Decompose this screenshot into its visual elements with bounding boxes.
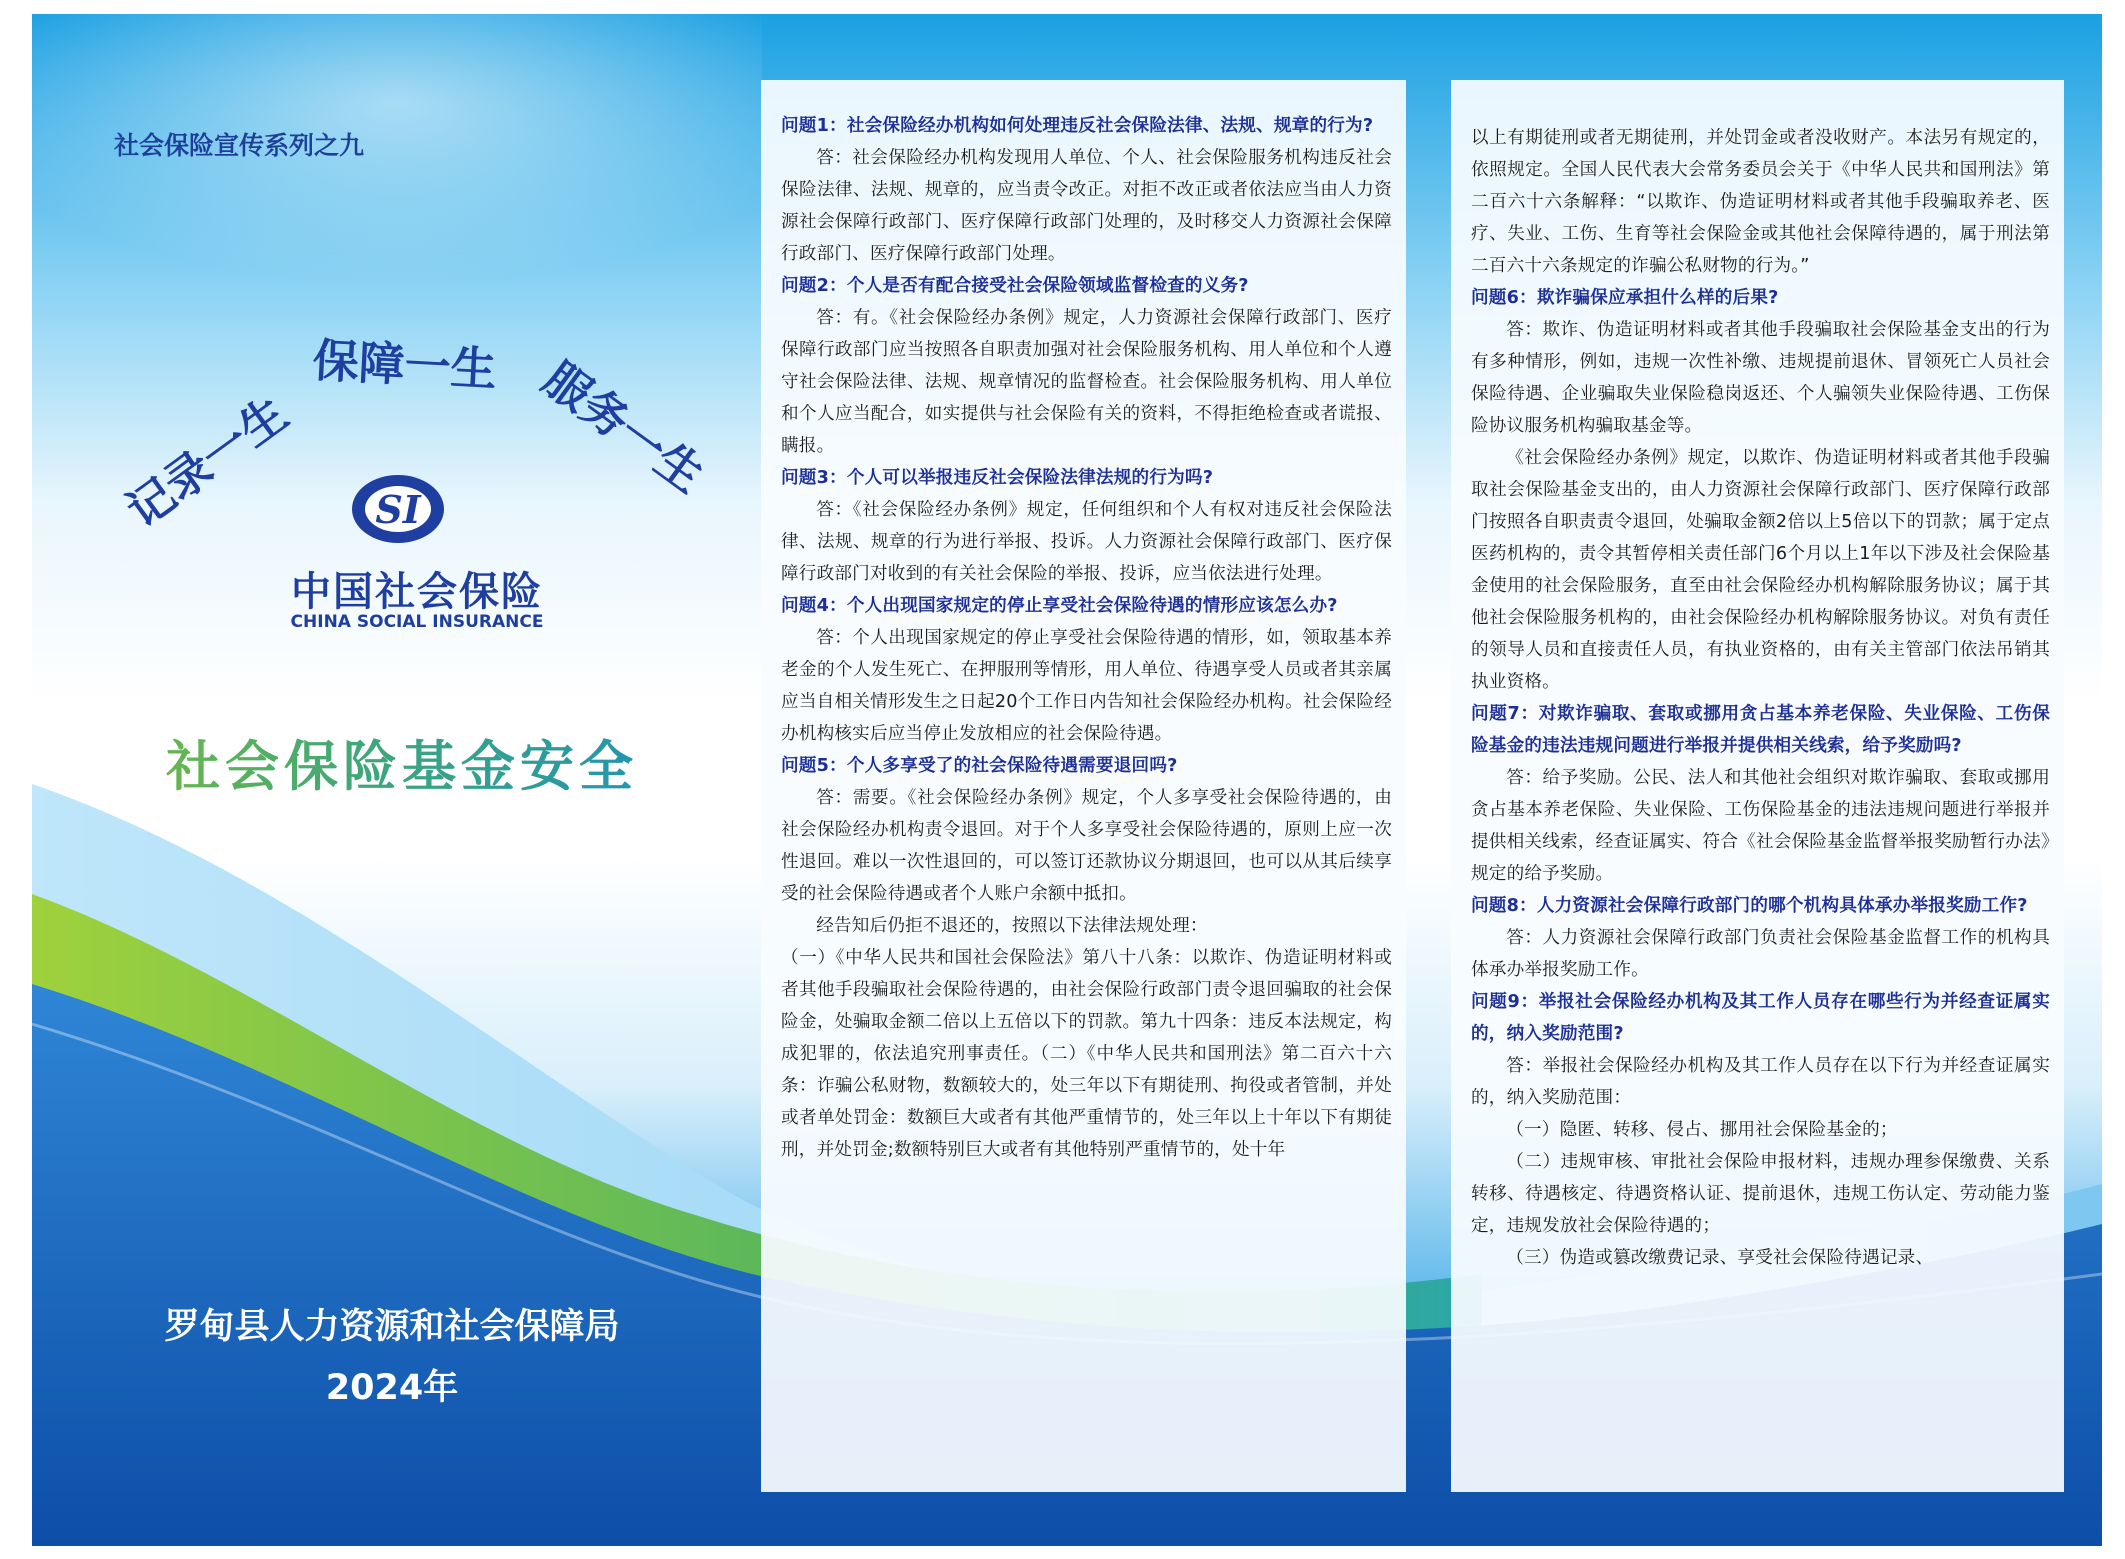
slogan-2: 保障一生 — [311, 333, 498, 397]
qa-column-1 — [761, 80, 1406, 1492]
answer-paragraph: 答：《社会保险经办条例》规定，任何组织和个人有权对违反社会保险法律、法规、规章的行为进行举报、投诉。人力资源社会保障行政部门、医疗保障行政部门对收到的有关社会保险的举报、投诉，应当依法进行处理。 — [781, 500, 1392, 584]
brochure — [32, 14, 2102, 1546]
answer-paragraph: 答：社会保险经办机构发现用人单位、个人、社会保险服务机构违反社会保险法律、法规、规章的，应当责令改正。对拒不改正或者依法应当由人力资源社会保障行政部门、医疗保障行政部门处理的，及时移交人力资源社会保障行政部门、医疗保障行政部门处理。 — [781, 148, 1392, 264]
answer-paragraph: 答：有。《社会保险经办条例》规定，人力资源社会保障行政部门、医疗保障行政部门应当按照各自职责加强对社会保险服务机构、用人单位和个人遵守社会保险法律、法规、规章情况的监督检查。社会保险服务机构、用人单位和个人应当配合，如实提供与社会保险有关的资料，不得拒绝检查或者谎报、瞒报。 — [781, 308, 1392, 456]
answer-paragraph: 答：个人出现国家规定的停止享受社会保险待遇的情形，如，领取基本养老金的个人发生死亡、在押服刑等情形，用人单位、待遇享受人员或者其亲属应当自相关情形发生之日起20个工作日内告知社会保险经办机构。社会保险经办机构核实后应当停止发放相应的社会保险待遇。 — [781, 628, 1392, 744]
answer-paragraph: （二）违规审核、审批社会保险申报材料，违规办理参保缴费、关系转移、待遇核定、待遇资格认证、提前退休，违规工伤认定、劳动能力鉴定，违规发放社会保险待遇的； — [1471, 1152, 2050, 1236]
question-heading: 问题8：人力资源社会保障行政部门的哪个机构具体承办举报奖励工作? — [1471, 896, 2028, 916]
slogan-1: 记录一生 — [116, 386, 298, 538]
cover-panel — [32, 14, 762, 1546]
slogan-3: 服务一生 — [533, 351, 715, 504]
answer-paragraph: 答：人力资源社会保障行政部门负责社会保险基金监督工作的机构具体承办举报奖励工作。 — [1471, 928, 2050, 980]
answer-paragraph: 以上有期徒刑或者无期徒刑，并处罚金或者没收财产。本法另有规定的，依照规定。全国人民代表大会常务委员会关于《中华人民共和国刑法》第二百六十六条解释：“以欺诈、伪造证明材料或者其他手段骗取养老、医疗、失业、工伤、生育等社会保险金或其他社会保障待遇的，属于刑法第二百六十六条规定的诈骗公私财物的行为。” — [1471, 128, 2050, 276]
answer-paragraph: 答：给予奖励。公民、法人和其他社会组织对欺诈骗取、套取或挪用贪占基本养老保险、失业保险、工伤保险基金的违法违规问题进行举报并提供相关线索，经查证属实、符合《社会保险基金监督举报奖励暂行办法》规定的给予奖励。 — [1471, 768, 2050, 884]
question-heading: 问题5：个人多享受了的社会保险待遇需要退回吗? — [781, 756, 1178, 776]
answer-paragraph: 答：举报社会保险经办机构及其工作人员存在以下行为并经查证属实的，纳入奖励范围： — [1471, 1056, 2050, 1108]
question-heading: 问题1：社会保险经办机构如何处理违反社会保险法律、法规、规章的行为? — [781, 116, 1374, 136]
question-heading: 问题7：对欺诈骗取、套取或挪用贪占基本养老保险、失业保险、工伤保险基金的违法违规问题进行举报并提供相关线索，给予奖励吗? — [1471, 704, 2050, 756]
answer-paragraph: （一）隐匿、转移、侵占、挪用社会保险基金的； — [1506, 1120, 1898, 1140]
series-label: 社会保险宣传系列之九 — [114, 131, 365, 160]
si-logo-icon — [348, 469, 448, 549]
answer-paragraph: （三）伪造或篡改缴费记录、享受社会保险待遇记录、 — [1506, 1248, 1934, 1268]
logo-text: SI — [375, 487, 421, 532]
qa-column-2-blocks — [1471, 122, 2050, 1274]
question-heading: 问题4：个人出现国家规定的停止享受社会保险待遇的情形应该怎么办? — [781, 596, 1338, 616]
answer-paragraph: 答：需要。《社会保险经办条例》规定，个人多享受社会保险待遇的，由社会保险经办机构责令退回。对于个人多享受社会保险待遇的，原则上应一次性退回。难以一次性退回的，可以签订还款协议分期退回，也可以从其后续享受的社会保险待遇或者个人账户余额中抵扣。 — [781, 788, 1392, 904]
question-heading: 问题9：举报社会保险经办机构及其工作人员存在哪些行为并经查证属实的，纳入奖励范围? — [1471, 992, 2050, 1044]
year-label: 2024年 — [325, 1368, 459, 1408]
qa-column-2 — [1451, 80, 2064, 1492]
qa-column-1-blocks — [781, 110, 1392, 1166]
question-heading: 问题3：个人可以举报违反社会保险法律法规的行为吗? — [781, 468, 1214, 488]
brand-name-en: CHINA SOCIAL INSURANCE — [290, 612, 544, 632]
answer-paragraph: 经告知后仍拒不退还的，按照以下法律法规处理： — [816, 916, 1208, 936]
question-heading: 问题6：欺诈骗保应承担什么样的后果? — [1471, 288, 1779, 308]
answer-paragraph: 《社会保险经办条例》规定，以欺诈、伪造证明材料或者其他手段骗取社会保险基金支出的，由人力资源社会保障行政部门、医疗保障行政部门按照各自职责责令退回，处骗取金额2倍以上5倍以下的罚款；属于定点医药机构的，责令其暂停相关责任部门6个月以上1年以下涉及社会保险基金使用的社会保险服务，直至由社会保险经办机构解除服务协议；属于其他社会保险服务机构的，由社会保险经办机构解除服务协议。对负有责任的领导人员和直接责任人员，有执业资格的，由有关主管部门依法吊销其执业资格。 — [1471, 448, 2050, 692]
answer-paragraph: （一）《中华人民共和国社会保险法》第八十八条：以欺诈、伪造证明材料或者其他手段骗取社会保险待遇的，由社会保险行政部门责令退回骗取的社会保险金，处骗取金额二倍以上五倍以下的罚款。第九十四条：违反本法规定，构成犯罪的，依法追究刑事责任。（二）《中华人民共和国刑法》第二百六十六条：诈骗公私财物，数额较大的，处三年以下有期徒刑、拘役或者管制，并处或者单处罚金：数额巨大或者有其他严重情节的，处三年以上十年以下有期徒刑，并处罚金;数额特别巨大或者有其他特别严重情节的，处十年 — [781, 948, 1392, 1160]
organization-name: 罗甸县人力资源和社会保障局 — [164, 1307, 620, 1347]
brand-name-cn: 中国社会保险 — [291, 568, 543, 615]
main-title: 社会保险基金安全 — [122, 724, 682, 801]
answer-paragraph: 答：欺诈、伪造证明材料或者其他手段骗取社会保险基金支出的行为有多种情形，例如，违规一次性补缴、违规提前退休、冒领死亡人员社会保险待遇、企业骗取失业保险稳岗返还、个人骗领失业保险待遇、工伤保险协议服务机构骗取基金等。 — [1471, 320, 2050, 436]
question-heading: 问题2：个人是否有配合接受社会保险领域监督检查的义务? — [781, 276, 1249, 296]
